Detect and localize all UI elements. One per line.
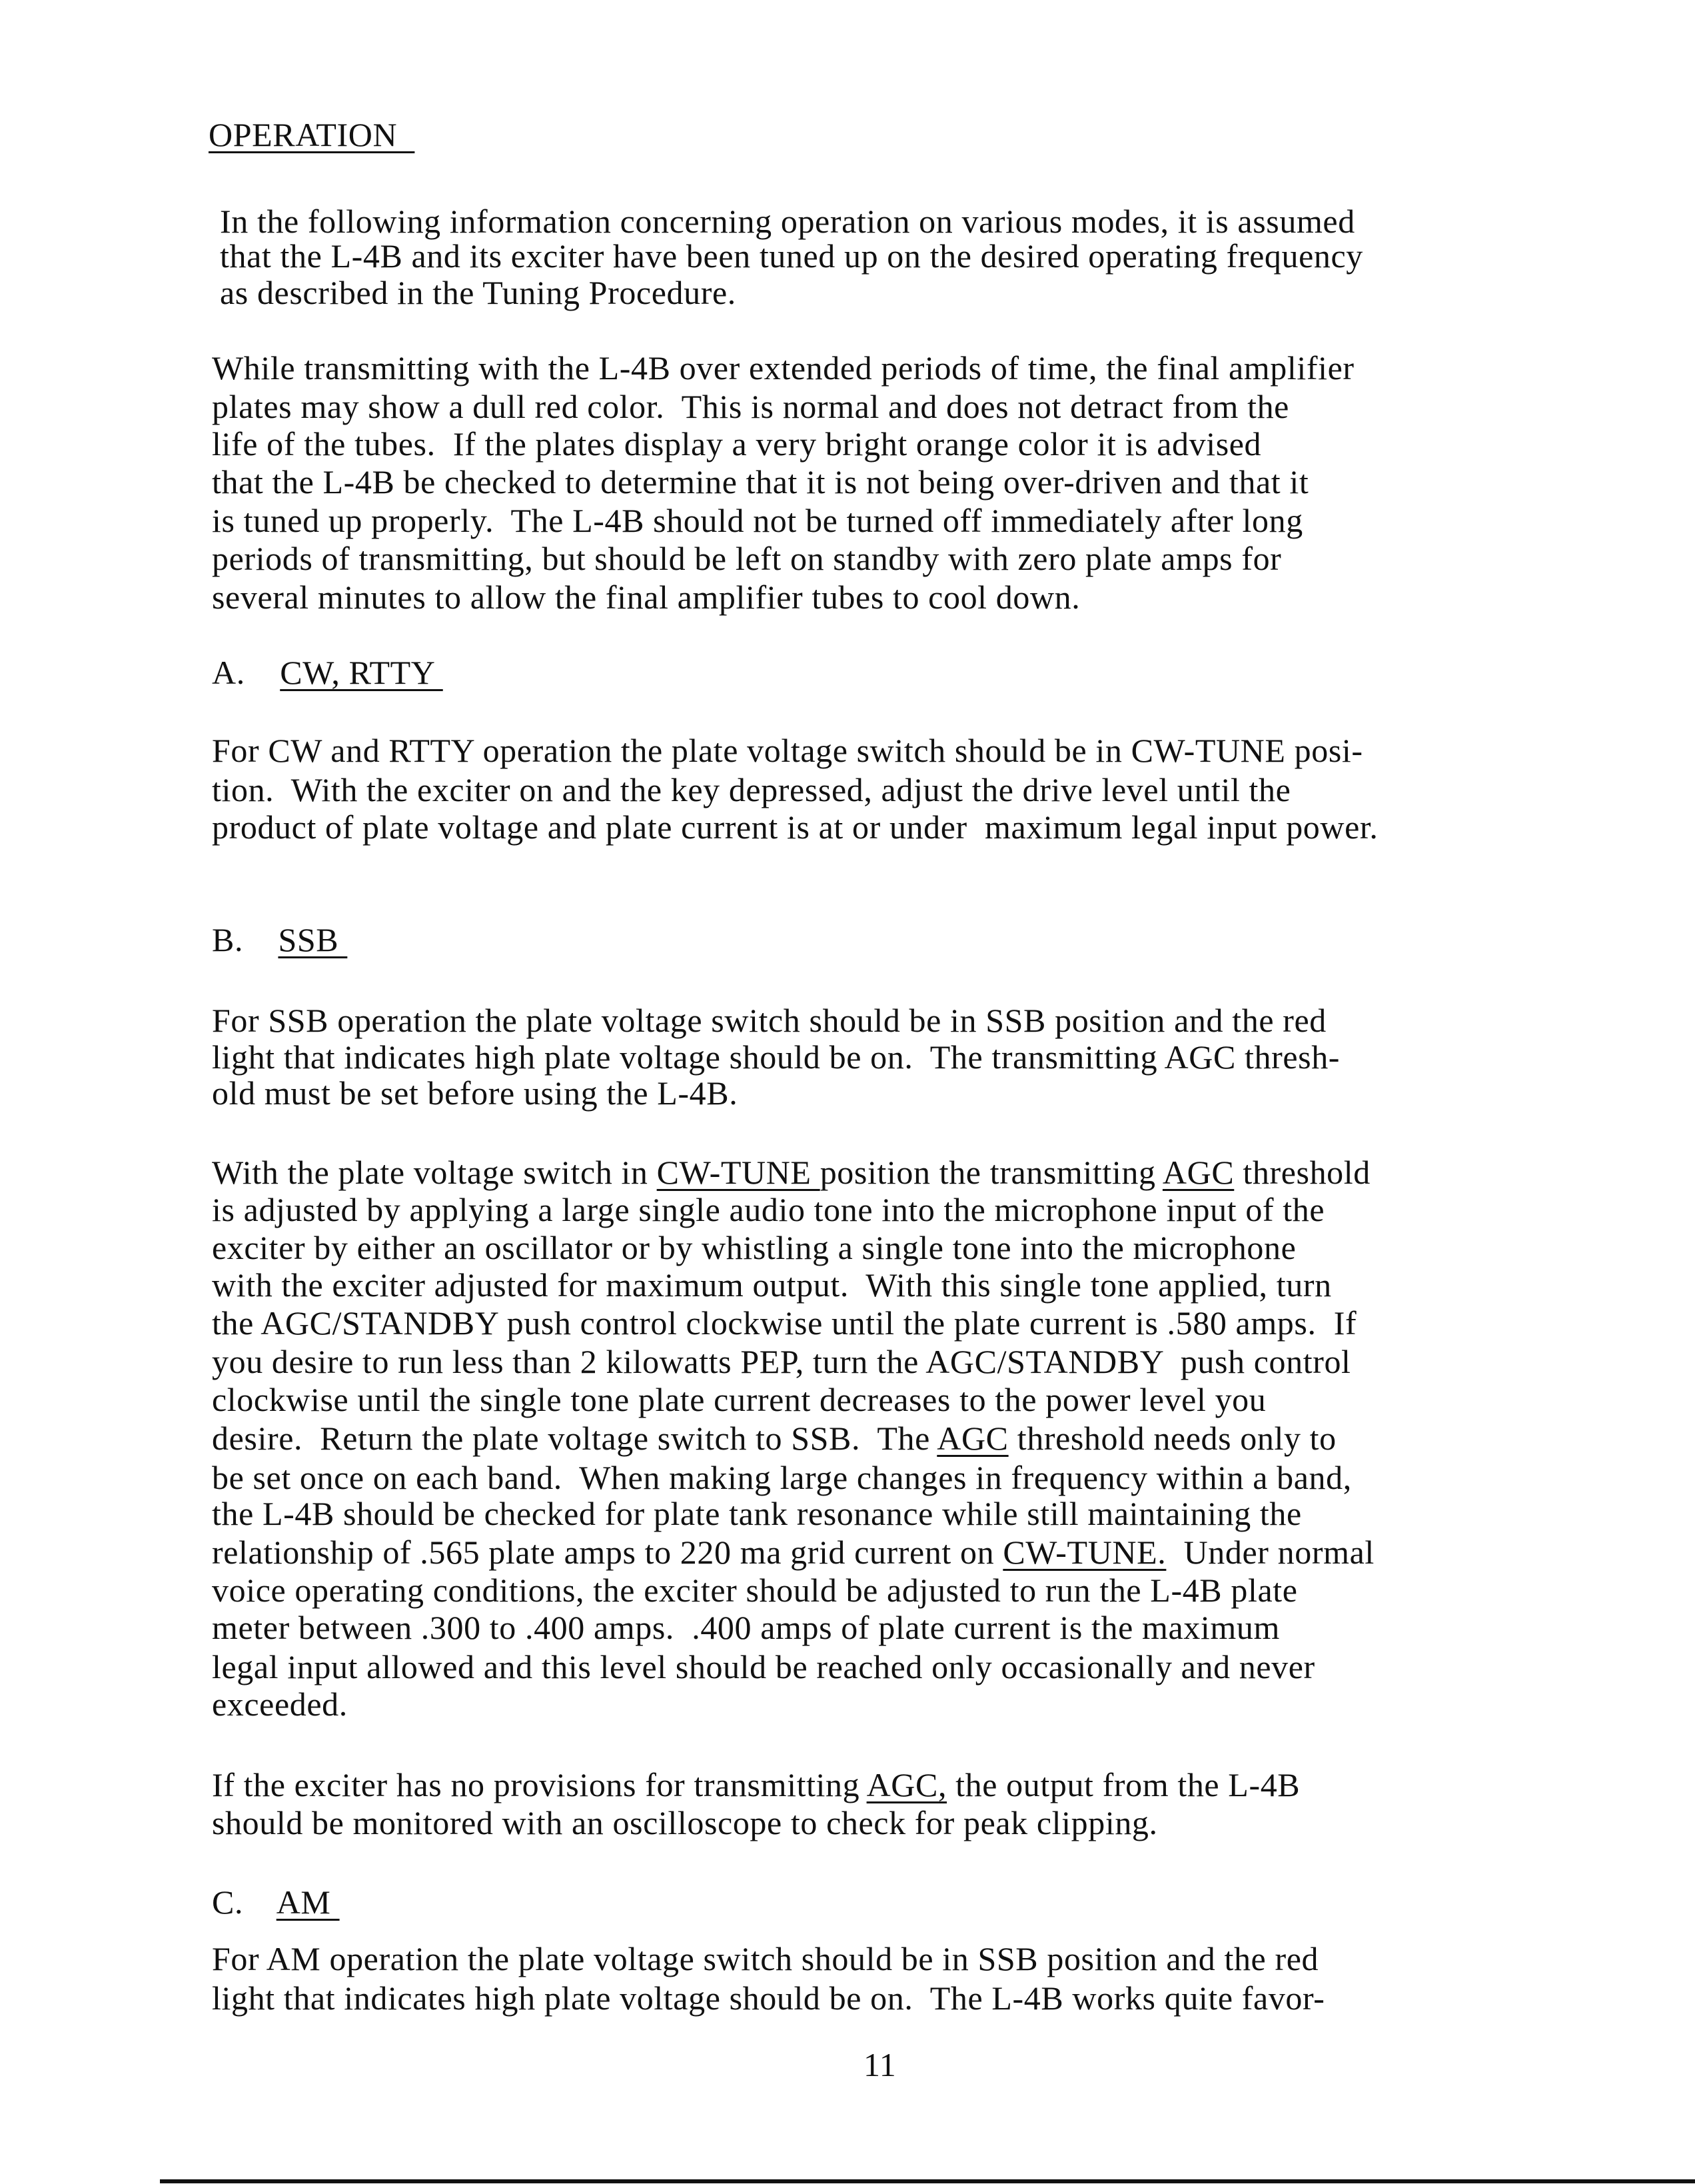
text-segment: exceeded.	[212, 1685, 348, 1723]
text-segment: relationship of .565 plate amps to 220 ma grid current on	[212, 1534, 1003, 1571]
text-line	[212, 1978, 1325, 2018]
text-line	[212, 770, 1291, 810]
text-line	[212, 1765, 1300, 1805]
page-number: 11	[863, 2046, 897, 2083]
underlined-text: CW-TUNE.	[1003, 1534, 1167, 1571]
text-segment: light that indicates high plate voltage should be on. The transmitting AGC thresh-	[212, 1038, 1341, 1076]
text-line	[212, 348, 1355, 388]
text-segment: is adjusted by applying a large single audio tone into the microphone input of the	[212, 1191, 1325, 1228]
text-line	[220, 273, 736, 313]
text-segment: position the transmitting	[820, 1154, 1163, 1191]
text-line	[212, 424, 1261, 464]
text-line	[212, 1608, 1280, 1647]
text-line	[212, 1265, 1332, 1305]
underlined-text: AGC	[1162, 1154, 1235, 1191]
text-line	[212, 730, 1363, 770]
text-line	[220, 236, 1363, 276]
text-line	[220, 201, 1355, 241]
underlined-text: SSB	[278, 921, 348, 958]
text-line	[212, 1684, 348, 1724]
text-segment: product of plate voltage and plate current is at or under maximum legal input power.	[212, 808, 1379, 846]
underlined-text: AGC	[937, 1420, 1009, 1457]
text-line	[212, 1152, 1371, 1192]
text-segment: that the L-4B and its exciter have been tuned up on the desired operating frequency	[220, 237, 1363, 275]
text-line	[212, 1037, 1340, 1077]
underlined-text: CW-TUNE	[656, 1154, 820, 1191]
text-segment: plates may show a dull red color. This is normal and does not detract from the	[212, 388, 1289, 425]
text-segment: While transmitting with the L-4B over extended periods of time, the final amplifier	[212, 349, 1355, 387]
text-segment: voice operating conditions, the exciter should be adjusted to run the L-4B plate	[212, 1572, 1298, 1609]
text-segment: Under normal	[1166, 1534, 1375, 1571]
text-segment: tion. With the exciter on and the key depressed, adjust the drive level until the	[212, 771, 1291, 808]
text-segment: For CW and RTTY operation the plate voltage switch should be in CW-TUNE posi-	[212, 732, 1363, 769]
subsection-heading	[212, 1882, 340, 1922]
text-segment: With the plate voltage switch in	[212, 1154, 657, 1191]
text-line	[212, 501, 1303, 541]
text-line	[212, 1647, 1315, 1687]
text-segment: exciter by either an oscillator or by whistling a single tone into the microphone	[212, 1229, 1297, 1266]
text-segment: old must be set before using the L-4B.	[212, 1074, 738, 1112]
text-line	[212, 1494, 1302, 1534]
text-line	[212, 539, 1281, 578]
subsection-heading	[212, 652, 443, 692]
underlined-text: AM	[276, 1883, 340, 1921]
underlined-text: AGC,	[866, 1766, 947, 1803]
text-segment: as described in the Tuning Procedure.	[220, 274, 736, 311]
text-line	[212, 1000, 1327, 1040]
text-segment: the AGC/STANDBY push control clockwise until the plate current is .580 amps. If	[212, 1304, 1357, 1342]
text-segment: clockwise until the single tone plate current decreases to the power level you	[212, 1381, 1267, 1418]
text-segment: meter between .300 to .400 amps. .400 amps of plate current is the maximum	[212, 1609, 1280, 1646]
text-segment: threshold	[1234, 1154, 1371, 1191]
text-segment: several minutes to allow the final amplifier tubes to cool down.	[212, 578, 1081, 616]
text-line	[212, 1303, 1357, 1343]
text-segment: periods of transmitting, but should be left on standby with zero plate amps for	[212, 540, 1282, 577]
text-segment: A.	[212, 654, 281, 691]
text-line	[212, 1228, 1296, 1268]
text-line	[212, 1380, 1266, 1420]
text-line	[212, 807, 1379, 847]
text-line	[212, 577, 1080, 617]
text-line	[212, 462, 1309, 502]
text-line	[212, 387, 1289, 427]
section-heading: OPERATION	[209, 116, 415, 153]
text-line	[212, 1803, 1158, 1843]
text-segment: light that indicates high plate voltage should be on. The L-4B works quite favor-	[212, 1979, 1325, 2017]
text-segment: with the exciter adjusted for maximum output. With this single tone applied, turn	[212, 1266, 1332, 1304]
text-segment: is tuned up properly. The L-4B should not be turned off immediately after long	[212, 502, 1303, 539]
text-segment: the output from the L-4B	[947, 1766, 1301, 1803]
text-segment: If the exciter has no provisions for transmitting	[212, 1766, 867, 1803]
text-line	[212, 1939, 1319, 1979]
text-line	[212, 1190, 1325, 1230]
text-segment: desire. Return the plate voltage switch to SSB. The	[212, 1420, 937, 1457]
text-segment: For SSB operation the plate voltage switch should be in SSB position and the red	[212, 1002, 1327, 1039]
text-segment: be set once on each band. When making large changes in frequency within a band,	[212, 1459, 1352, 1496]
subsection-heading	[212, 920, 347, 960]
page-bottom-edge	[160, 2179, 1695, 2183]
text-segment: legal input allowed and this level should be reached only occasionally and never	[212, 1648, 1315, 1685]
text-segment: For AM operation the plate voltage switch should be in SSB position and the red	[212, 1940, 1319, 1977]
text-segment: you desire to run less than 2 kilowatts PEP, turn the AGC/STANDBY push control	[212, 1343, 1351, 1380]
text-segment: C.	[212, 1883, 277, 1921]
text-line	[212, 1570, 1298, 1610]
text-line	[212, 1418, 1337, 1458]
text-line	[212, 1458, 1352, 1498]
text-segment: threshold needs only to	[1008, 1420, 1337, 1457]
underlined-text: CW, RTTY	[280, 654, 443, 691]
text-segment: that the L-4B be checked to determine that it is not being over-driven and that it	[212, 463, 1309, 501]
text-line	[212, 1342, 1351, 1382]
text-line	[212, 1532, 1375, 1572]
text-segment: life of the tubes. If the plates display a very bright orange color it is advised	[212, 425, 1262, 463]
text-segment: should be monitored with an oscilloscope to check for peak clipping.	[212, 1804, 1158, 1841]
text-segment: In the following information concerning operation on various modes, it is assumed	[220, 203, 1355, 240]
text-line	[212, 1073, 738, 1113]
text-segment: the L-4B should be checked for plate tank resonance while still maintaining the	[212, 1495, 1302, 1532]
text-segment: B.	[212, 921, 279, 958]
